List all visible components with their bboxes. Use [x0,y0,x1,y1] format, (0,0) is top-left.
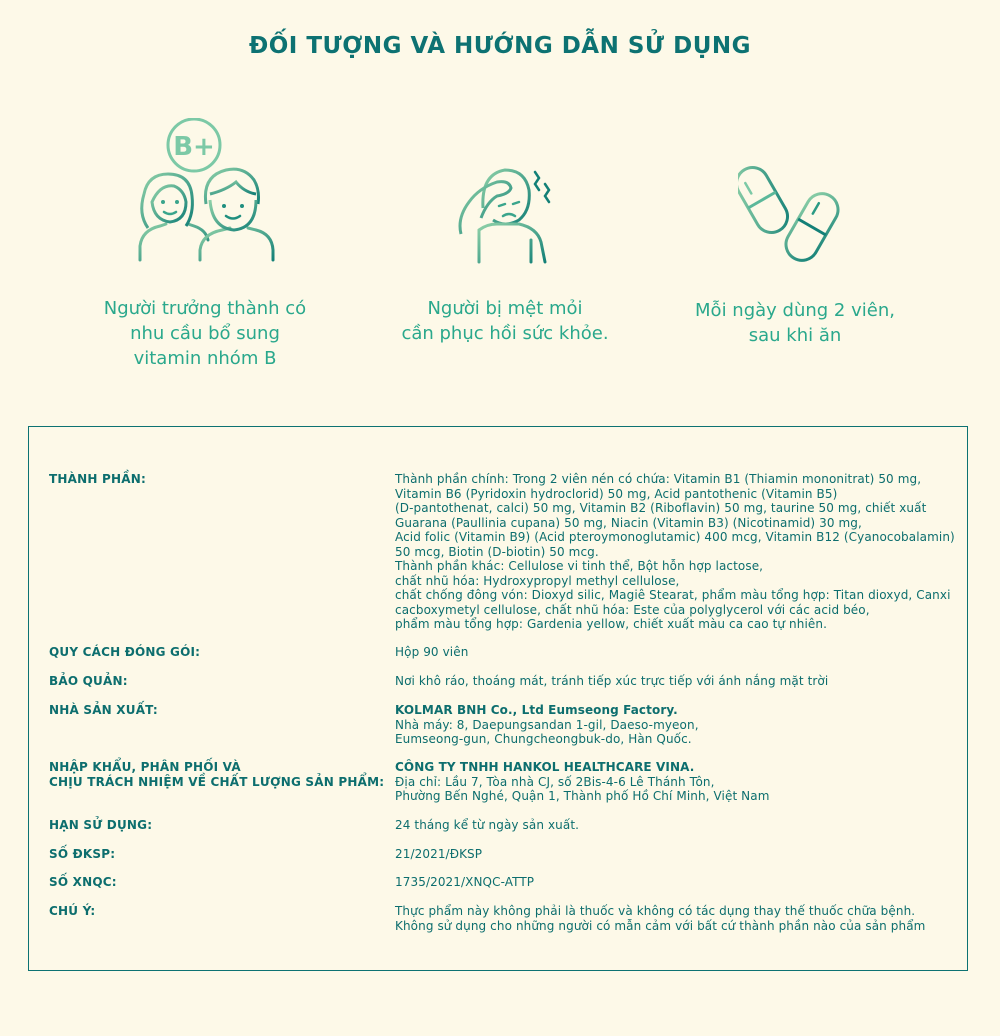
info-value: 24 tháng kể từ ngày sản xuất. [395,818,580,832]
info-label: BẢO QUẢN: [49,674,128,688]
info-value: Nơi khô ráo, thoáng mát, tránh tiếp xúc trực tiếp với ánh nắng mặt trời [395,674,829,688]
info-value: Hộp 90 viên [395,645,469,659]
product-info-box [28,426,968,971]
vitamin-b-badge: B+ [173,132,215,162]
info-value: Thành phần chính: Trong 2 viên nén có chứa: Vitamin B1 (Thiamin mononitrat) 50 mg, Vitamin B6 (Pyridoxin hydroclorid) 50 mg, Acid pantothenic (Vitamin B5) (D-pantothenat, calci) 50 mg, Vitamin B2 (Riboflavin) 50 mg, taurine 50 mg, chiết xuất Guarana (Paullinia cupana) 50 mg, Niacin (Vitamin B3) (Nicotinamid) 30 mg, Acid folic (Vitamin B9) (Acid pteroymonoglutamic) 400 mcg, Vitamin B12 (Cyanocobalamin) 50 mcg, Biotin (D-biotin) 50 mcg. Thành phần khác: Cellulose vi tinh thể, Bột hỗn hợp lactose, chất nhũ hóa: Hydroxypropyl methyl cellulose, chất chống đông vón: Dioxyd silic, Magiê Stearat, phẩm màu tổng hợp: Titan dioxyd, Canxi cacboxymetyl cellulose, chất nhũ hóa: Este của polyglycerol với các acid béo, phẩm màu tổng hợp: Gardenia yellow, chiết xuất màu ca cao tự nhiên. [395,472,955,631]
adults-vitamin-b-icon [130,118,275,266]
info-label: QUY CÁCH ĐÓNG GÓI: [49,645,201,659]
page-title: ĐỐI TƯỢNG VÀ HƯỚNG DẪN SỬ DỤNG [248,33,752,59]
info-label: CHÚ Ý: [49,904,96,918]
feature-dosage-text: Mỗi ngày dùng 2 viên, sau khi ăn [695,300,895,346]
info-value: Thực phẩm này không phải là thuốc và không có tác dụng thay thế thuốc chữa bệnh. Không sử dụng cho những người có mẫn cảm với bất cứ thành phần nào của sản phẩm [395,904,926,933]
info-label: SỐ ĐKSP: [49,847,116,861]
feature-adults-text: Người trưởng thành có nhu cầu bổ sung vitamin nhóm B [103,298,307,369]
feature-tired-text: Người bị mệt mỏi cần phục hồi sức khỏe. [401,298,609,344]
info-label: HẠN SỬ DỤNG: [49,818,153,832]
info-label: NHÀ SẢN XUẤT: [49,703,158,717]
tired-person-icon [453,162,555,264]
info-value: CÔNG TY TNHH HANKOL HEALTHCARE VINA. Địa chỉ: Lầu 7, Tòa nhà CJ, số 2Bis-4-6 Lê Thánh Tôn, Phường Bến Nghé, Quận 1, Thành phố Hồ Chí Minh, Việt Nam [395,760,770,803]
info-label: THÀNH PHẦN: [49,472,146,486]
info-value: 21/2021/ĐKSP [395,847,483,861]
capsules-icon [738,163,842,265]
info-value: KOLMAR BNH Co., Ltd Eumseong Factory. Nhà máy: 8, Daepungsandan 1-gil, Daeso-myeon, Eumseong-gun, Chungcheongbuk-do, Hàn Quốc. [395,703,699,746]
info-label: SỐ XNQC: [49,875,117,889]
info-value: 1735/2021/XNQC-ATTP [395,875,535,889]
info-label: NHẬP KHẨU, PHÂN PHỐI VÀ CHỊU TRÁCH NHIỆM VỀ CHẤT LƯỢNG SẢN PHẨM: [49,760,385,789]
